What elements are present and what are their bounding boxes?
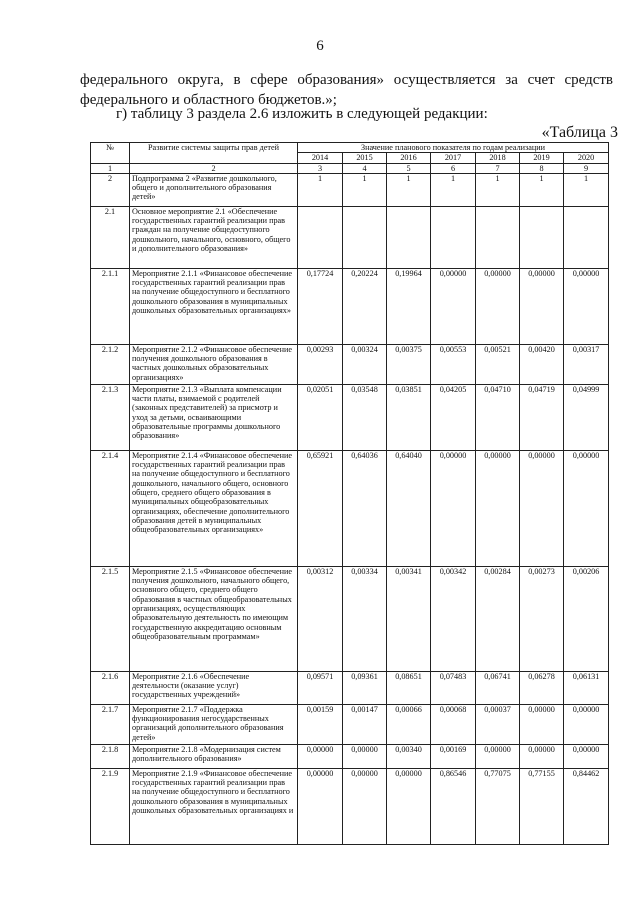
- header-year: 2020: [564, 153, 609, 163]
- row-value: 0,64036: [343, 450, 387, 566]
- header-name: Развитие системы защиты прав детей: [130, 143, 298, 164]
- row-value: 0,04710: [476, 384, 520, 450]
- row-value: 0,00000: [520, 744, 564, 768]
- row-value: 0,00000: [387, 768, 431, 844]
- row-number: 2.1.7: [91, 704, 130, 744]
- row-value: 0,00317: [564, 344, 609, 384]
- row-name: Мероприятие 2.1.6 «Обеспечение деятельности (оказание услуг) государственных учреждений»: [130, 671, 298, 704]
- row-name: Мероприятие 2.1.8 «Модернизация систем дополнительного образования»: [130, 744, 298, 768]
- indicator-table: [90, 142, 609, 845]
- row-number: 2.1.8: [91, 744, 130, 768]
- row-name: Мероприятие 2.1.3 «Выплата компенсации части платы, взимаемой с родителей (законных представителей) за присмотр и уход за детьми, осваивающими образовательные программы дошкольного образования»: [130, 384, 298, 450]
- header-year: 2019: [520, 153, 564, 163]
- row-value: 0,04719: [520, 384, 564, 450]
- column-number: 1: [91, 163, 130, 173]
- row-value: 1: [343, 173, 387, 206]
- row-value: 0,00000: [431, 450, 476, 566]
- row-value: [520, 206, 564, 268]
- column-number-row: [91, 163, 609, 173]
- row-value: 0,00324: [343, 344, 387, 384]
- row-value: [476, 206, 520, 268]
- row-value: 0,64040: [387, 450, 431, 566]
- row-value: 0,00341: [387, 566, 431, 671]
- row-value: 0,00000: [343, 768, 387, 844]
- row-value: 1: [564, 173, 609, 206]
- column-number: 6: [431, 163, 476, 173]
- table-caption: «Таблица 3: [541, 124, 618, 141]
- row-value: 0,00000: [476, 450, 520, 566]
- header-year: 2018: [476, 153, 520, 163]
- row-value: 0,00340: [387, 744, 431, 768]
- table-row: [91, 768, 609, 844]
- row-value: 0,00147: [343, 704, 387, 744]
- row-name: Мероприятие 2.1.2 «Финансовое обеспечение получения дошкольного образования в частных дошкольных образовательных организациях»: [130, 344, 298, 384]
- table-row: [91, 173, 609, 206]
- row-value: [564, 206, 609, 268]
- row-value: 0,00000: [431, 268, 476, 344]
- row-value: 1: [476, 173, 520, 206]
- row-number: 2.1: [91, 206, 130, 268]
- table-row: [91, 206, 609, 268]
- row-value: 0,00000: [564, 704, 609, 744]
- header-year: 2014: [298, 153, 343, 163]
- row-number: 2.1.5: [91, 566, 130, 671]
- table-row: [91, 450, 609, 566]
- column-number: 2: [130, 163, 298, 173]
- row-value: 0,00037: [476, 704, 520, 744]
- row-value: 0,04999: [564, 384, 609, 450]
- row-value: 1: [431, 173, 476, 206]
- row-value: 0,00000: [564, 268, 609, 344]
- table-row: [91, 384, 609, 450]
- row-name: Мероприятие 2.1.9 «Финансовое обеспечение государственных гарантий реализации прав на получение общедоступного и бесплатного дошкольного образования в муниципальных дошкольных образовательных организациях и: [130, 768, 298, 844]
- row-value: 0,00000: [520, 704, 564, 744]
- row-value: 0,08651: [387, 671, 431, 704]
- table-row: [91, 566, 609, 671]
- row-value: 1: [387, 173, 431, 206]
- row-value: 0,00206: [564, 566, 609, 671]
- row-name: Мероприятие 2.1.1 «Финансовое обеспечение государственных гарантий реализации прав на получение общедоступного и бесплатного дошкольного образования в муниципальных дошкольных образовательных организациях»: [130, 268, 298, 344]
- row-value: 0,00000: [298, 744, 343, 768]
- row-value: 0,07483: [431, 671, 476, 704]
- column-number: 8: [520, 163, 564, 173]
- column-number: 5: [387, 163, 431, 173]
- table-row: [91, 704, 609, 744]
- row-value: 0,00159: [298, 704, 343, 744]
- row-value: 0,00000: [520, 450, 564, 566]
- row-number: 2.1.4: [91, 450, 130, 566]
- header-year: 2016: [387, 153, 431, 163]
- row-value: 0,86546: [431, 768, 476, 844]
- row-value: 0,00334: [343, 566, 387, 671]
- header-year: 2015: [343, 153, 387, 163]
- row-value: 0,00000: [520, 268, 564, 344]
- row-value: 0,77155: [520, 768, 564, 844]
- row-number: 2.1.6: [91, 671, 130, 704]
- column-number: 3: [298, 163, 343, 173]
- row-value: 0,03548: [343, 384, 387, 450]
- row-value: 0,77075: [476, 768, 520, 844]
- row-value: 0,09571: [298, 671, 343, 704]
- row-value: 0,02051: [298, 384, 343, 450]
- row-number: 2.1.2: [91, 344, 130, 384]
- row-value: 0,65921: [298, 450, 343, 566]
- body-text-line-1: федерального округа, в сфере образования» осуществляется за счет средств: [80, 72, 613, 88]
- row-value: 0,00169: [431, 744, 476, 768]
- row-value: 0,00000: [476, 744, 520, 768]
- row-value: 1: [520, 173, 564, 206]
- row-value: 0,00284: [476, 566, 520, 671]
- row-name: Основное мероприятие 2.1 «Обеспечение государственных гарантий реализации прав граждан на получение общедоступного дошкольного, начального, основного, общего и дополнительного образования»: [130, 206, 298, 268]
- table-row: [91, 744, 609, 768]
- row-value: 0,00553: [431, 344, 476, 384]
- row-value: 0,00273: [520, 566, 564, 671]
- row-name: Подпрограмма 2 «Развитие дошкольного, общего и дополнительного образования детей»: [130, 173, 298, 206]
- row-value: 0,06278: [520, 671, 564, 704]
- row-value: 0,09361: [343, 671, 387, 704]
- row-value: 0,00066: [387, 704, 431, 744]
- row-value: [431, 206, 476, 268]
- row-number: 2.1.9: [91, 768, 130, 844]
- row-name: Мероприятие 2.1.4 «Финансовое обеспечение государственных гарантий реализации прав на получение общедоступного и бесплатного дошкольного, начального общего, основного общего, среднего общего образования в муниципальных общеобразовательных организациях, обеспечение дополнительного образования детей в муниципальных общеобразовательных организациях»: [130, 450, 298, 566]
- row-value: 0,00293: [298, 344, 343, 384]
- row-value: [387, 206, 431, 268]
- row-value: 0,00420: [520, 344, 564, 384]
- table-row: [91, 671, 609, 704]
- row-value: [343, 206, 387, 268]
- row-number: 2.1.3: [91, 384, 130, 450]
- row-value: 0,00000: [564, 450, 609, 566]
- row-name: Мероприятие 2.1.7 «Поддержка функционирования негосударственных организаций дополнительного образования детей»: [130, 704, 298, 744]
- row-value: 0,00342: [431, 566, 476, 671]
- row-number: 2.1.1: [91, 268, 130, 344]
- row-value: 0,00375: [387, 344, 431, 384]
- row-value: 0,04205: [431, 384, 476, 450]
- body-text-line-2: федерального и областного бюджетов.»;: [80, 92, 337, 108]
- row-name: Мероприятие 2.1.5 «Финансовое обеспечение получения дошкольного, начального общего, основного общего, среднего общего образования в частных общеобразовательных организациях, осуществляющих образовательную деятельность по имеющим государственную аккредитацию основным общеобразовательным программам»: [130, 566, 298, 671]
- header-years-group: Значение планового показателя по годам реализации: [298, 143, 609, 153]
- row-value: 0,20224: [343, 268, 387, 344]
- page-number: 6: [316, 38, 324, 54]
- row-value: 0,00000: [343, 744, 387, 768]
- column-number: 4: [343, 163, 387, 173]
- row-value: [298, 206, 343, 268]
- row-value: 0,00068: [431, 704, 476, 744]
- row-value: 1: [298, 173, 343, 206]
- body-text-line-3: г) таблицу 3 раздела 2.6 изложить в следующей редакции:: [116, 106, 488, 122]
- row-value: 0,00521: [476, 344, 520, 384]
- row-value: 0,17724: [298, 268, 343, 344]
- row-value: 0,06741: [476, 671, 520, 704]
- row-number: 2: [91, 173, 130, 206]
- table-row: [91, 268, 609, 344]
- row-value: 0,00000: [476, 268, 520, 344]
- row-value: 0,06131: [564, 671, 609, 704]
- column-number: 7: [476, 163, 520, 173]
- row-value: 0,19964: [387, 268, 431, 344]
- row-value: 0,00000: [564, 744, 609, 768]
- row-value: 0,00000: [298, 768, 343, 844]
- row-value: 0,84462: [564, 768, 609, 844]
- row-value: 0,00312: [298, 566, 343, 671]
- row-value: 0,03851: [387, 384, 431, 450]
- header-year: 2017: [431, 153, 476, 163]
- header-number: №: [91, 143, 130, 164]
- column-number: 9: [564, 163, 609, 173]
- table-row: [91, 344, 609, 384]
